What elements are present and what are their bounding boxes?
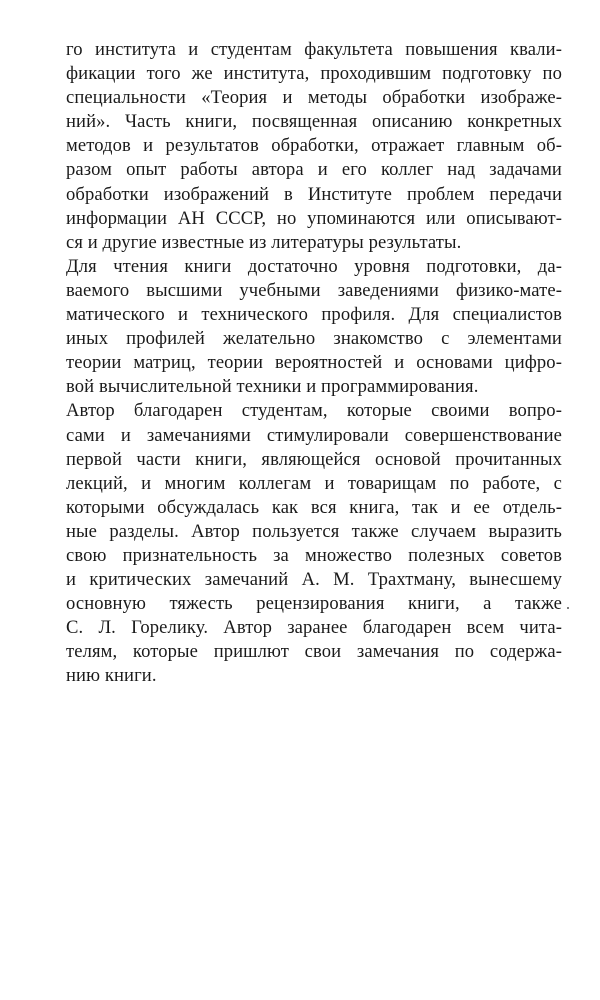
text-line: фикации того же института, проходившим подготовку по <box>66 63 562 85</box>
text-line: свою признательность за множество полезных советов <box>66 544 562 566</box>
text-line: вой вычислительной техники и программирования. <box>66 376 479 398</box>
text-line: которыми обсуждалась как вся книга, так и ее отдель- <box>66 496 562 518</box>
text-line: нию книги. <box>66 665 157 687</box>
text-line: теории матриц, теории вероятностей и основами цифро- <box>66 352 562 374</box>
text-line: матического и технического профиля. Для специалистов <box>66 304 562 326</box>
text-line <box>66 255 562 279</box>
scan-speck <box>567 607 569 609</box>
text-line: обработки изображений в Институте проблем передачи <box>66 183 562 205</box>
text-line: основную тяжесть рецензирования книги, а также <box>66 593 562 615</box>
text-line: го института и студентам факультета повышения квали- <box>66 39 562 60</box>
body-text <box>66 38 562 689</box>
text-line: иных профилей желательно знакомство с элементами <box>66 328 562 350</box>
text-line: Автор благодарен студентам, которые своими вопро- <box>66 400 562 422</box>
paragraph-2 <box>66 255 562 400</box>
text-line: ся и другие известные из литературы результаты. <box>66 231 462 253</box>
text-line: первой части книги, являющейся основой прочитанных <box>66 448 562 470</box>
text-line: лекций, и многим коллегам и товарищам по работе, с <box>66 472 562 494</box>
text-line: телям, которые пришлют свои замечания по содержа- <box>66 641 562 663</box>
text-line: ные разделы. Автор пользуется также случаем выразить <box>66 520 562 542</box>
text-line: информации АН СССР, но упоминаются или описывают- <box>66 207 562 229</box>
paragraph-3 <box>66 399 562 688</box>
paragraph-1 <box>66 38 562 255</box>
text-line: сами и замечаниями стимулировали совершенствование <box>66 424 562 446</box>
text-line: разом опыт работы автора и его коллег над задачами <box>66 159 562 181</box>
text-line: С. Л. Горелику. Автор заранее благодарен всем чита- <box>66 617 562 639</box>
text-line: специальности «Теория и методы обработки изображе- <box>66 87 562 109</box>
text-line: и критических замечаний А. М. Трахтману, вынесшему <box>66 569 562 591</box>
text-line: ваемого высшими учебными заведениями физико-мате- <box>66 279 562 301</box>
text-line: методов и результатов обработки, отражает главным об- <box>66 135 562 157</box>
text-line: ний». Часть книги, посвященная описанию конкретных <box>66 111 562 133</box>
text-line-content: Для чтения книги достаточно уровня подготовки, да- <box>66 255 562 277</box>
